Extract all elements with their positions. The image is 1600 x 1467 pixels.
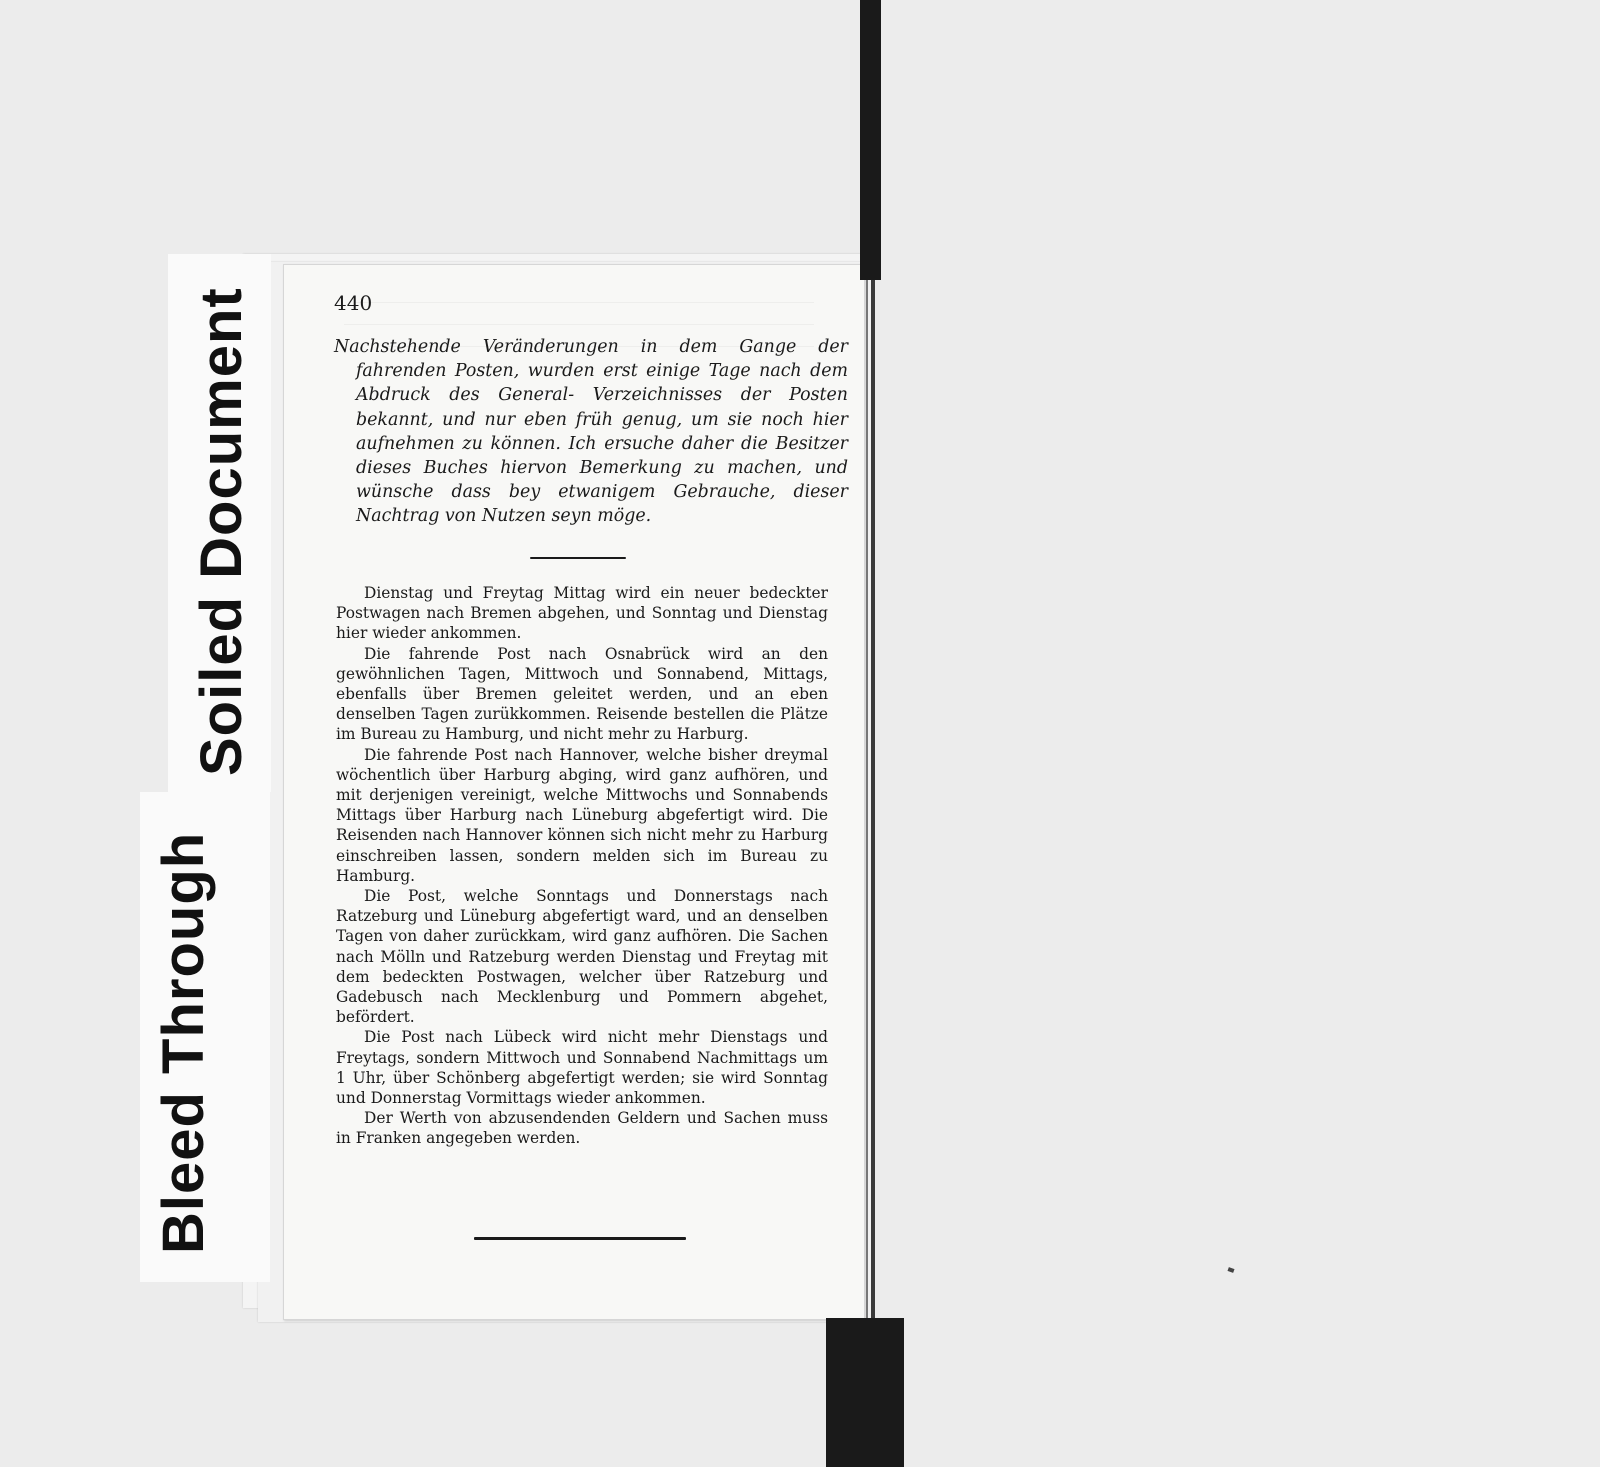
bleed-through-label: Bleed Through [151,831,216,1254]
paragraph: Die Post nach Lübeck wird nicht mehr Dienstags und Freytags, sondern Mittwoch und Sonnabend Nachmittags um 1 Uhr, über Schönberg abgefertigt werden; sie wird Sonntag und Donnerstag Vormittags wieder ankommen. [336,1028,828,1108]
section-divider [530,557,626,559]
document-page [283,264,865,1320]
paragraph: Der Werth von abzusendenden Geldern und Sachen muss in Franken angegeben werden. [336,1109,828,1148]
intro-paragraph: Nachstehende Veränderungen in dem Gange der fahrenden Posten, wurden erst einige Tage nach dem Abdruck des General- Verzeichnisses der Posten bekannt, und nur eben früh genug, um sie noch hier aufnehmen zu können. Ich ersuche daher die Besitzer dieses Buches hiervon Bemerkung zu machen, und wünsche dass bey etwanigem Gebrauche, dieser Nachtrag von Nutzen seyn möge. [334,337,848,527]
bleed-through-label-strip [140,792,270,1282]
spine-line [871,280,875,1320]
spine-line-inner [866,280,868,1320]
dust-speck [1227,1267,1234,1273]
binding-top-block [860,0,881,280]
paragraph: Dienstag und Freytag Mittag wird ein neuer bedeckter Postwagen nach Bremen abgehen, und Sonntag und Dienstag hier wieder ankommen. [336,584,828,643]
binding-bottom-block [826,1318,904,1467]
notice-body [336,583,828,1149]
page-number: 440 [334,291,373,315]
end-divider [474,1237,686,1240]
paragraph: Die Post, welche Sonntags und Donnerstags nach Ratzeburg und Lüneburg abgefertigt ward, und an denselben Tagen von daher zurückkam, wird ganz aufhören. Die Sachen nach Mölln und Ratzeburg werden Dienstag und Freytag mit dem bedeckten Postwagen, welcher über Ratzeburg und Gadebusch nach Mecklenburg und Pommern abgehet, befördert. [336,887,828,1027]
soiled-document-label: Soiled Document [189,287,254,776]
paragraph: Die fahrende Post nach Osnabrück wird an den gewöhnlichen Tagen, Mittwoch und Sonnabend, Mittags, ebenfalls über Bremen geleitet werden, und an eben denselben Tagen zurükkommen. Reisende bestellen die Plätze im Bureau zu Hamburg, und nicht mehr zu Harburg. [336,644,828,744]
soiled-document-label-strip [168,254,271,792]
paragraph: Die fahrende Post nach Hannover, welche bisher dreymal wöchentlich über Harburg abging, wird ganz aufhören, und mit derjenigen vereinigt, welche Mittwochs und Sonnabends Mittags über Harburg nach Lüneburg abgefertigt wird. Die Reisenden nach Hannover können sich nicht mehr zu Harburg einschreiben lassen, sondern melden sich im Bureau zu Hamburg. [336,745,828,885]
